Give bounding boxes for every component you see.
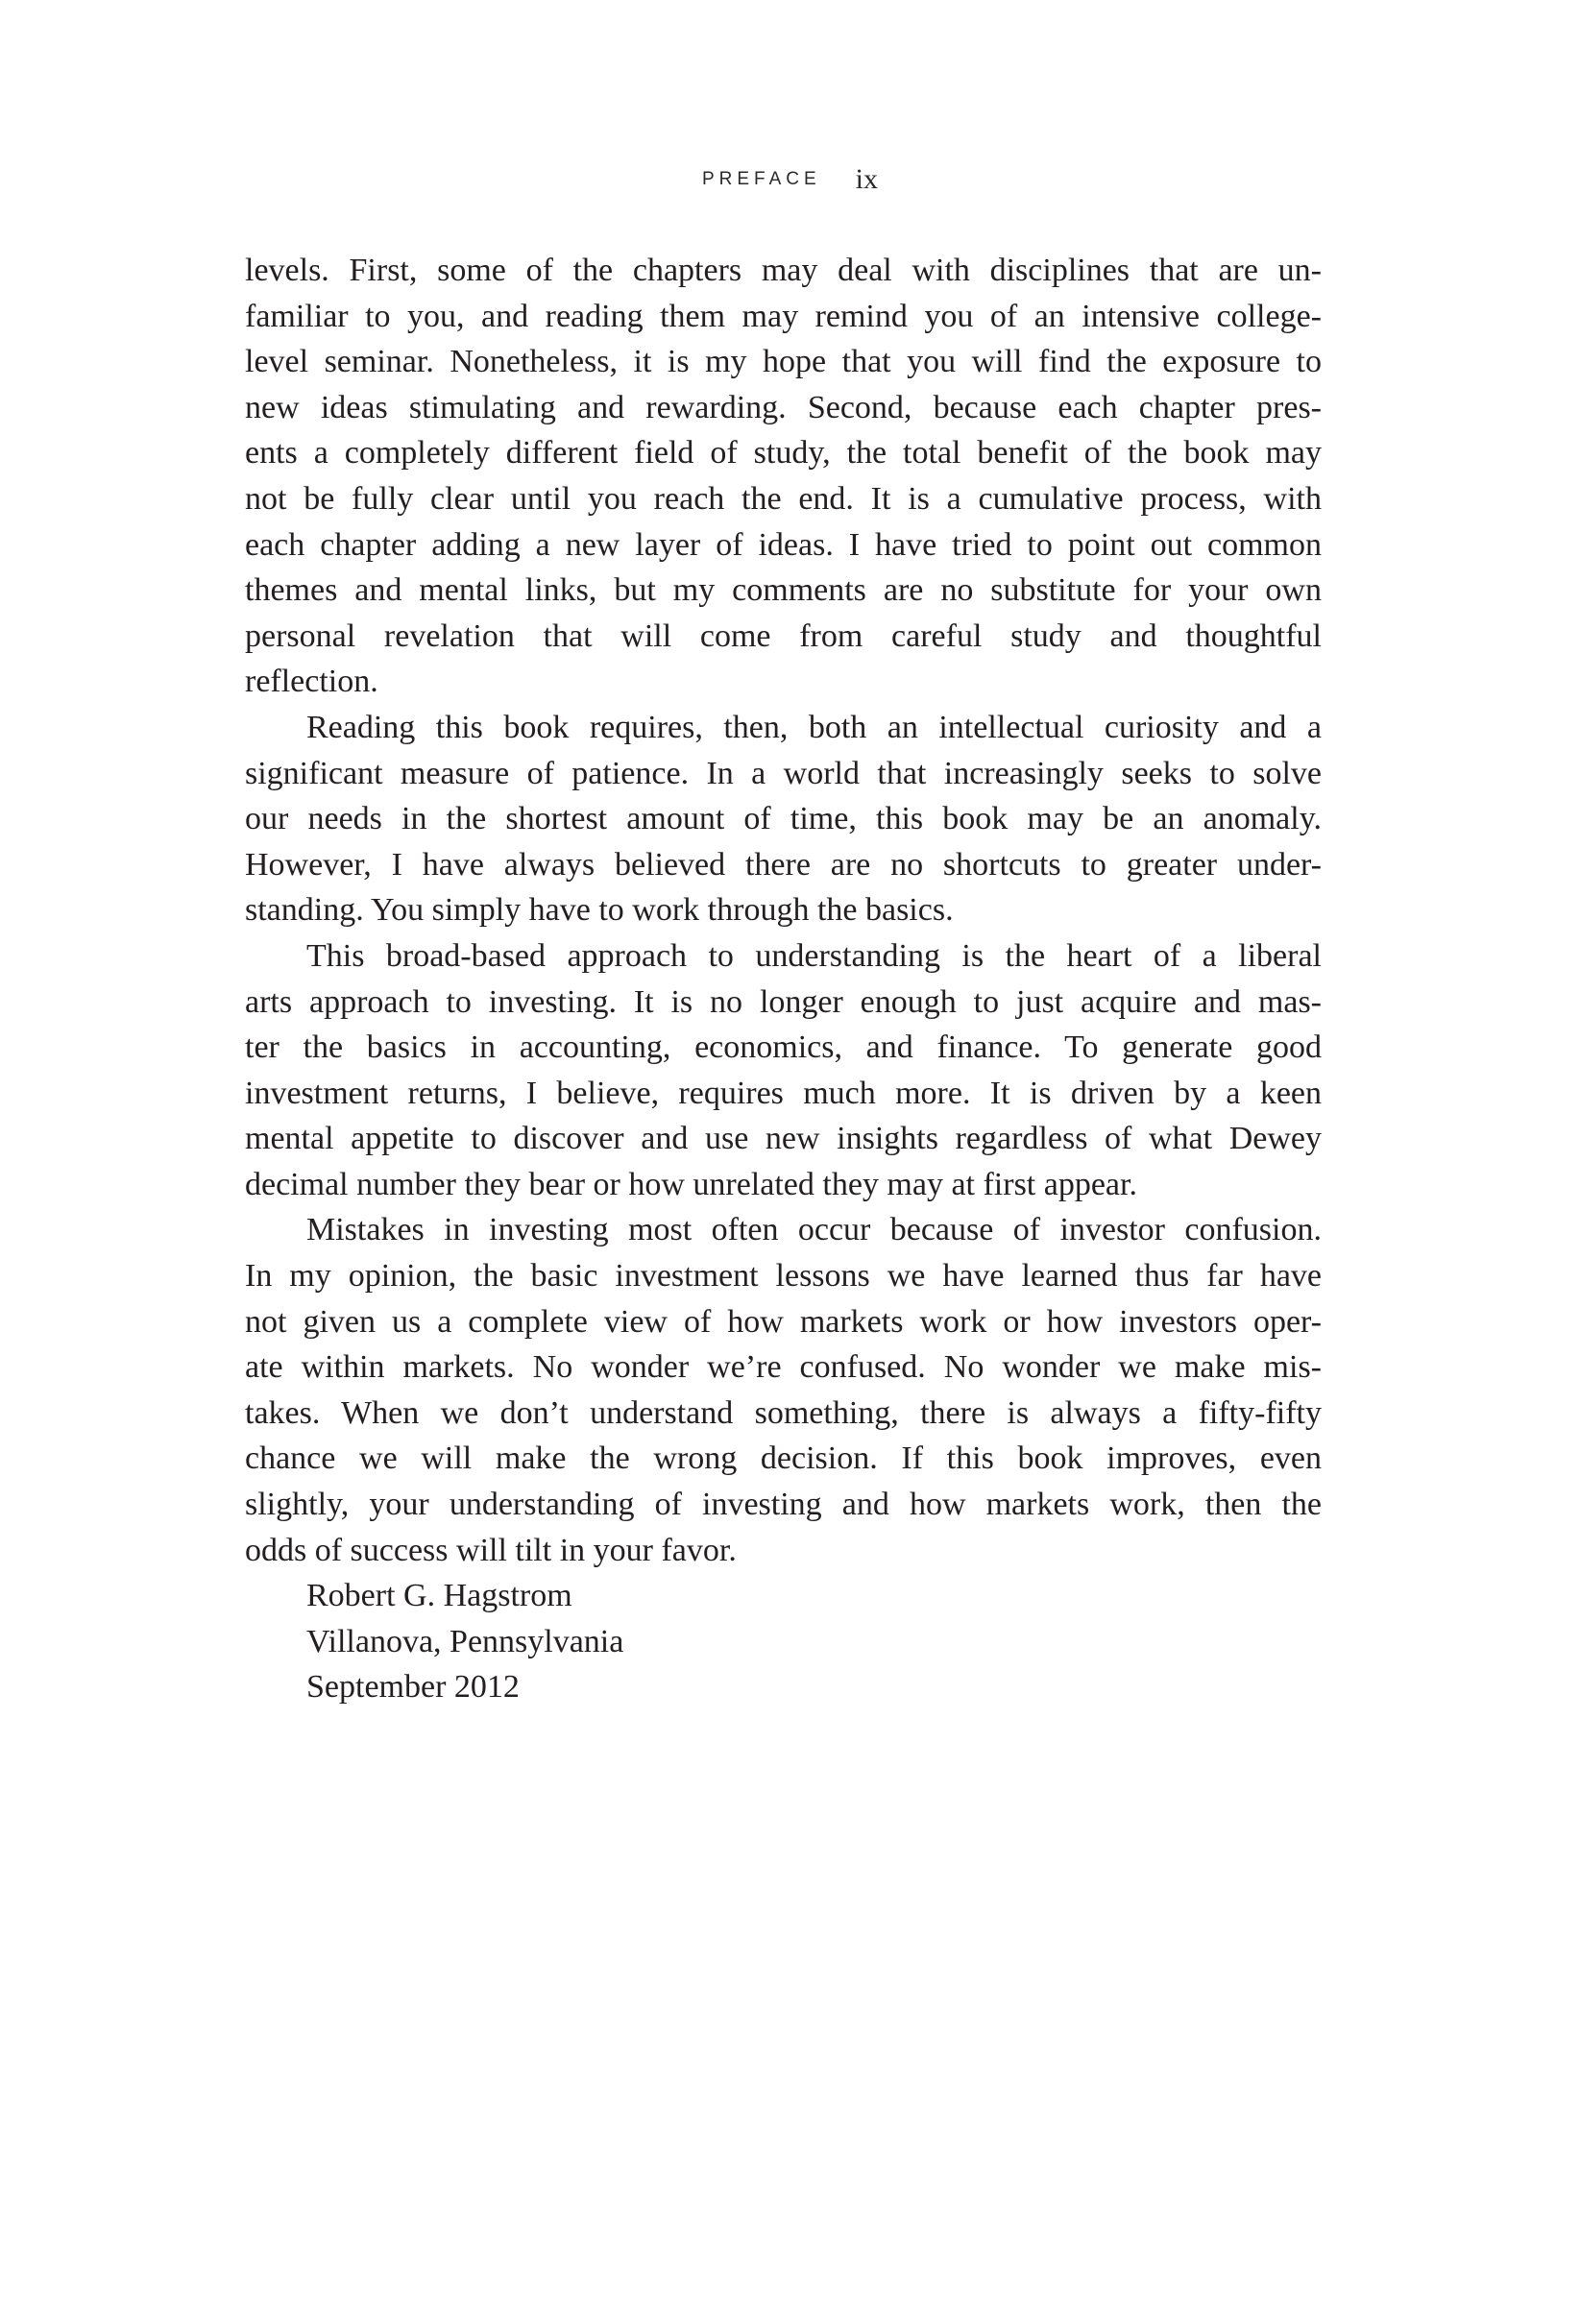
text-line: odds of success will tilt in your favor. — [245, 1532, 737, 1568]
paragraph-1 — [245, 248, 1322, 705]
text-line: ents a completely different field of study, the total benefit of the book may — [245, 435, 1322, 472]
page-number: ix — [855, 163, 879, 195]
signature-author: Robert G. Hagstrom — [306, 1578, 572, 1614]
text-line: This broad-based approach to understanding is the heart of a liberal — [306, 937, 1322, 974]
paragraph-3 — [245, 933, 1322, 1208]
text-line: our needs in the shortest amount of time, this book may be an anomaly. — [245, 801, 1322, 837]
text-line: In my opinion, the basic investment lessons we have learned thus far have — [245, 1258, 1322, 1295]
text-line: mental appetite to discover and use new insights regardless of what Dewey — [245, 1121, 1322, 1157]
text-line: not be fully clear until you reach the end. It is a cumulative process, with — [245, 480, 1322, 517]
text-line: arts approach to investing. It is no longer enough to just acquire and mas- — [245, 983, 1322, 1020]
signature-block — [245, 1573, 1322, 1710]
signature-place: Villanova, Pennsylvania — [306, 1623, 624, 1659]
text-line: decimal number they bear or how unrelated they may at first appear. — [245, 1166, 1137, 1202]
paragraph-2 — [245, 705, 1322, 933]
text-line: ter the basics in accounting, economics, and finance. To generate good — [245, 1029, 1322, 1066]
text-line: chance we will make the wrong decision. If this book improves, even — [245, 1440, 1322, 1477]
text-line: personal revelation that will come from careful study and thoughtful — [245, 617, 1322, 654]
text-line: familiar to you, and reading them may remind you of an intensive college- — [245, 298, 1322, 334]
running-head — [0, 163, 1580, 196]
signature-date: September 2012 — [306, 1669, 520, 1706]
body-text — [245, 248, 1322, 1710]
text-line: not given us a complete view of how markets work or how investors oper- — [245, 1303, 1322, 1340]
text-line: reflection. — [245, 664, 378, 700]
text-line: Mistakes in investing most often occur because of investor confusion. — [306, 1212, 1322, 1248]
text-line: themes and mental links, but my comments are no substitute for your own — [245, 572, 1322, 609]
text-line: However, I have always believed there are no shortcuts to greater under- — [245, 846, 1322, 883]
text-line: significant measure of patience. In a world that increasingly seeks to solve — [245, 755, 1322, 791]
text-line: each chapter adding a new layer of ideas. I have tried to point out common — [245, 526, 1322, 563]
text-line: slightly, your understanding of investing and how markets work, then the — [245, 1487, 1322, 1523]
text-line: level seminar. Nonetheless, it is my hope that you will find the exposure to — [245, 344, 1322, 380]
text-line: investment returns, I believe, requires much more. It is driven by a keen — [245, 1075, 1322, 1111]
text-line: levels. First, some of the chapters may deal with disciplines that are un- — [245, 253, 1322, 288]
text-line: ate within markets. No wonder we’re confused. No wonder we make mis- — [245, 1349, 1322, 1386]
text-line: Reading this book requires, then, both an intellectual curiosity and a — [306, 709, 1322, 745]
section-title: PREFACE — [701, 169, 821, 189]
text-line: standing. You simply have to work through the basics. — [245, 892, 954, 929]
paragraph-4 — [245, 1207, 1322, 1573]
text-line: new ideas stimulating and rewarding. Second, because each chapter pres- — [245, 389, 1322, 425]
text-line: takes. When we don’t understand something, there is always a fifty-fifty — [245, 1394, 1322, 1431]
